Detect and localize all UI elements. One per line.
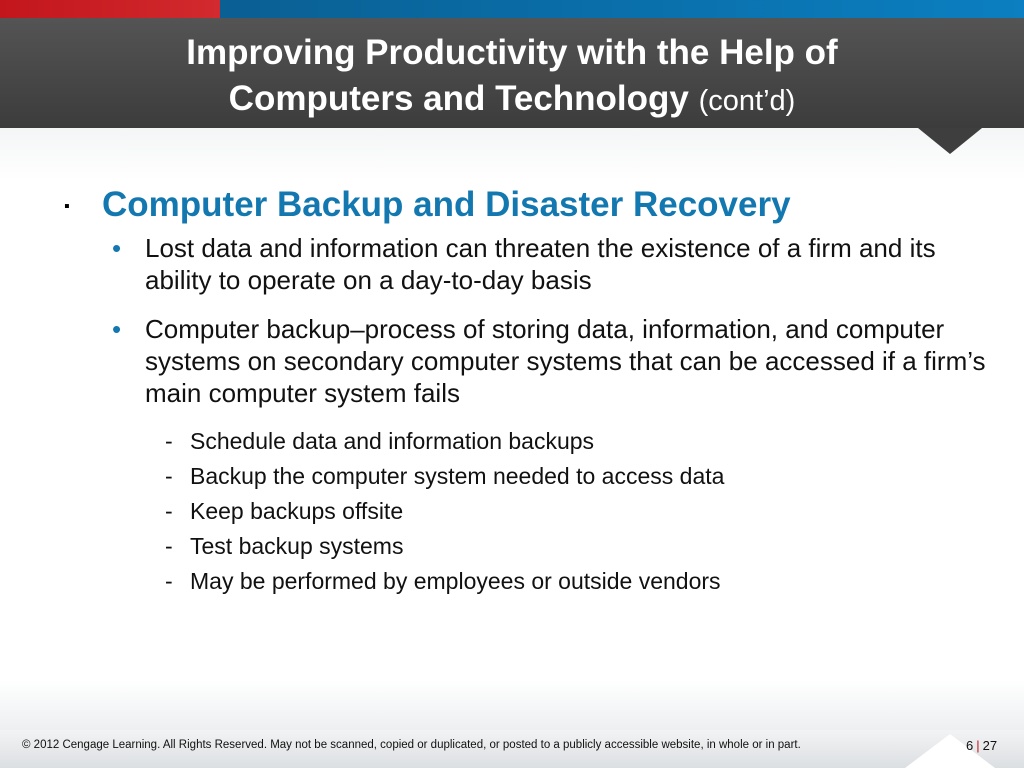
square-bullet-icon: ▪ <box>64 198 70 215</box>
page-separator: | <box>976 738 980 753</box>
title-notch <box>918 128 982 154</box>
sub-bullet-text: Test backup systems <box>190 533 404 559</box>
title-suffix: (cont’d) <box>698 85 796 117</box>
page-total: 27 <box>982 738 998 753</box>
bullet-text: Computer backup–process of storing data, information, and computer systems on secondary computer systems that can be accessed if a firm’s main computer system fails <box>145 314 986 408</box>
title-line-1: Improving Productivity with the Help of <box>186 33 838 72</box>
dash-bullet-icon: - <box>165 428 173 454</box>
copyright-notice: © 2012 Cengage Learning. All Rights Reserved. May not be scanned, copied or duplicated, or posted to a publicly accessible website, in whole or in part. <box>22 739 801 751</box>
top-red-bar <box>0 0 220 18</box>
sub-bullet-text: Schedule data and information backups <box>190 428 595 454</box>
dash-bullet-icon: - <box>165 498 173 524</box>
sub-bullet-text: Keep backups offsite <box>190 498 404 524</box>
slide-title <box>0 30 1024 124</box>
dash-bullet-icon: - <box>165 568 173 594</box>
page-current: 6 <box>966 738 974 753</box>
dot-bullet-icon: • <box>112 314 122 344</box>
bullet-text: Lost data and information can threaten the existence of a firm and its ability to operate on a day-to-day basis <box>145 233 936 295</box>
sub-bullet-text: Backup the computer system needed to access data <box>190 463 725 489</box>
sub-bullet-text: May be performed by employees or outside vendors <box>190 568 721 594</box>
dash-bullet-icon: - <box>165 463 173 489</box>
title-line-2-text: Computers and Technology <box>228 79 689 118</box>
dot-bullet-icon: • <box>112 233 122 263</box>
title-line-2 <box>0 76 1024 124</box>
heading-text: Computer Backup and Disaster Recovery <box>102 185 791 224</box>
dash-bullet-icon: - <box>165 533 173 559</box>
page-number <box>966 738 997 753</box>
top-blue-bar <box>220 0 1024 18</box>
